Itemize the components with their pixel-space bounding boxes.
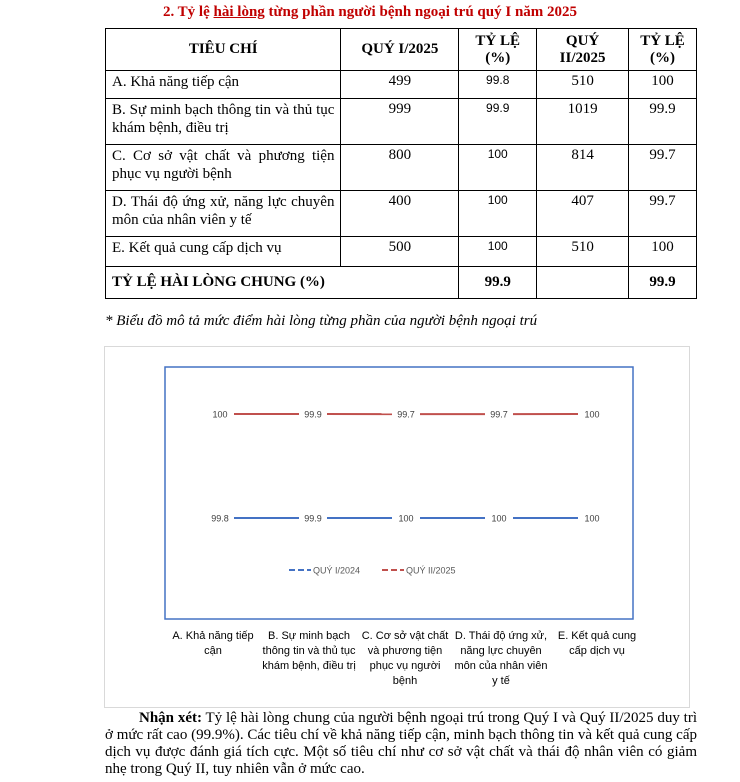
q2-count-cell: 407 xyxy=(537,191,629,237)
q1-rate-cell: 100 xyxy=(459,237,537,267)
data-label: 99.9 xyxy=(304,513,322,524)
q1-count-cell: 499 xyxy=(341,71,459,99)
data-label: 100 xyxy=(212,409,228,420)
q1-count-cell: 500 xyxy=(341,237,459,267)
heading-underlined: hài lòng xyxy=(213,4,265,20)
q1-rate-cell: 100 xyxy=(459,145,537,191)
line-chart xyxy=(104,346,690,708)
q1-rate-cell: 99.8 xyxy=(459,71,537,99)
data-label: 100 xyxy=(584,409,600,420)
q2-count-cell: 1019 xyxy=(537,99,629,145)
legend-label: QUÝ II/2025 xyxy=(406,565,456,576)
header-q2: QUÝ II/2025 xyxy=(537,29,629,71)
q1-count-cell: 400 xyxy=(341,191,459,237)
x-tick-label: C. Cơ sở vật chất và phương tiện phục vụ người bệnh xyxy=(361,630,449,687)
criterion-cell: B. Sự minh bạch thông tin và thủ tục khám bệnh, điều trị xyxy=(106,99,341,145)
table-row xyxy=(106,145,697,191)
section-heading: 2. Tỷ lệ hài lòng từng phần người bệnh ngoại trú quý I năm 2025 xyxy=(162,4,578,20)
q2-rate-cell: 100 xyxy=(629,237,697,267)
table-row xyxy=(106,191,697,237)
chart-note: * Biểu đồ mô tả mức điểm hài lòng từng phần của người bệnh ngoại trú xyxy=(105,313,538,329)
table-header-row xyxy=(106,29,697,71)
data-label: 100 xyxy=(491,513,507,524)
x-tick-label: E. Kết quả cung cấp dịch vụ xyxy=(557,630,637,657)
criterion-cell: A. Khả năng tiếp cận xyxy=(106,71,341,99)
x-tick-label: D. Thái độ ứng xử, năng lực chuyên môn của nhân viên y tế xyxy=(454,630,548,687)
remark-paragraph xyxy=(105,710,697,778)
criterion-cell: E. Kết quả cung cấp dịch vụ xyxy=(106,237,341,267)
q2-count-cell: 814 xyxy=(537,145,629,191)
data-label: 99.9 xyxy=(304,409,322,420)
header-rate-q2: TỶ LỆ (%) xyxy=(629,29,697,71)
criterion-cell: C. Cơ sở vật chất và phương tiện phục vụ người bệnh xyxy=(106,145,341,191)
satisfaction-table xyxy=(105,28,697,299)
q2-count-cell: 510 xyxy=(537,237,629,267)
total-rate-q2: 99.9 xyxy=(629,267,697,299)
q1-rate-cell: 99.9 xyxy=(459,99,537,145)
q1-count-cell: 999 xyxy=(341,99,459,145)
data-label: 99.7 xyxy=(397,409,415,420)
x-tick-label: A. Khả năng tiếp cận xyxy=(172,630,254,657)
header-rate-q1: TỶ LỆ (%) xyxy=(459,29,537,71)
header-criterion: TIÊU CHÍ xyxy=(106,29,341,71)
total-label: TỶ LỆ HÀI LÒNG CHUNG (%) xyxy=(106,267,459,299)
total-empty-cell xyxy=(537,267,629,299)
total-row xyxy=(106,267,697,299)
q1-count-cell: 800 xyxy=(341,145,459,191)
q2-rate-cell: 100 xyxy=(629,71,697,99)
header-q1: QUÝ I/2025 xyxy=(341,29,459,71)
data-label: 100 xyxy=(398,513,414,524)
legend-label: QUÝ I/2024 xyxy=(313,565,361,576)
plot-area-border xyxy=(165,367,633,619)
criterion-cell: D. Thái độ ứng xử, năng lực chuyên môn của nhân viên y tế xyxy=(106,191,341,237)
data-label: 99.8 xyxy=(211,513,229,524)
total-rate-q1: 99.9 xyxy=(459,267,537,299)
data-label: 100 xyxy=(584,513,600,524)
q2-rate-cell: 99.7 xyxy=(629,145,697,191)
table-row xyxy=(106,71,697,99)
q1-rate-cell: 100 xyxy=(459,191,537,237)
data-label: 99.7 xyxy=(490,409,508,420)
table-row xyxy=(106,99,697,145)
x-axis-labels xyxy=(165,629,645,689)
chart-plot xyxy=(105,347,689,627)
q2-rate-cell: 99.7 xyxy=(629,191,697,237)
table-row xyxy=(106,237,697,267)
remark-text: Tỷ lệ hài lòng chung của người bệnh ngoại trú trong Quý I và Quý II/2025 duy trì ở mức rất cao (99.9%). Các tiêu chí về khả năng tiếp cận, minh bạch thông tin và kết quả cung cấp dịch vụ được đánh giá tích cực. Một số tiêu chí như cơ sở vật chất và thái độ nhân viên có giảm nhẹ trong Quý II, tuy nhiên vẫn ở mức cao. xyxy=(105,710,698,777)
q2-count-cell: 510 xyxy=(537,71,629,99)
remark-label: Nhận xét: xyxy=(139,710,202,726)
x-tick-label: B. Sự minh bạch thông tin và thủ tục khám bệnh, điều trị xyxy=(262,630,356,672)
q2-rate-cell: 99.9 xyxy=(629,99,697,145)
